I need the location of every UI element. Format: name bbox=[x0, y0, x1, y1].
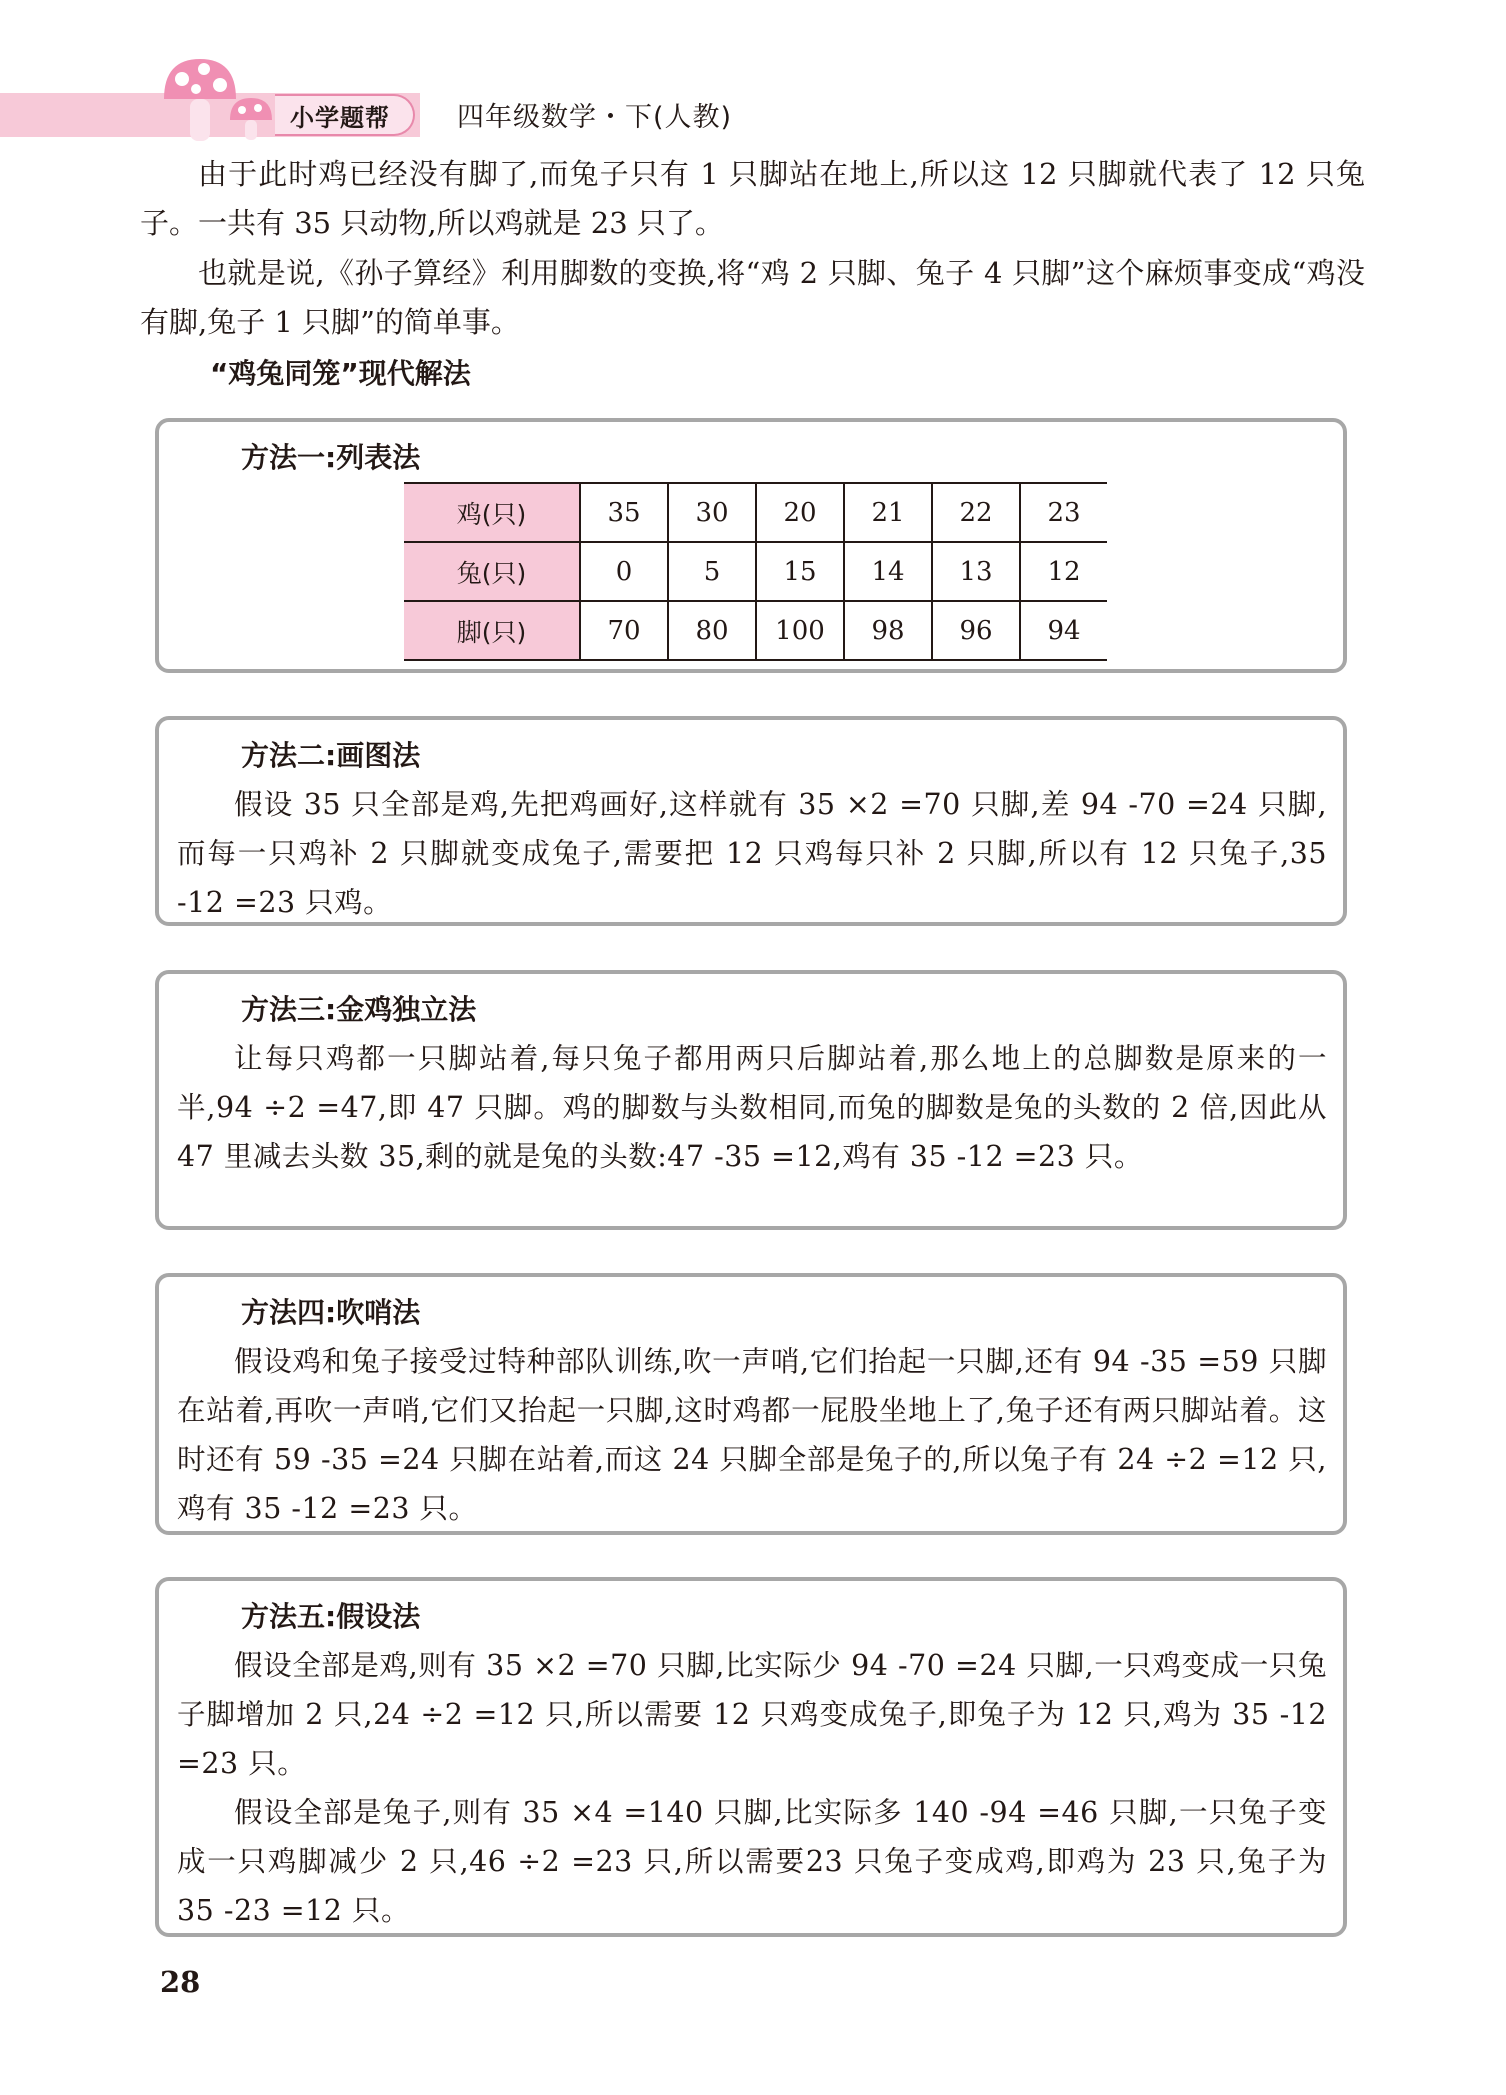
table-cell: 100 bbox=[756, 601, 844, 660]
method-4-text: 假设鸡和兔子接受过特种部队训练,吹一声哨,它们抬起一只脚,还有 94 -35 =59 只脚在站着,再吹一声哨,它们又抬起一只脚,这时鸡都一屁股坐地上了,兔子还有两只脚站着。这时还有 59 -35 =24 只脚在站着,而这 24 只脚全部是兔子的,所以兔子有 24 ÷2 =12 只,鸡有 35 -12 =23 只。 bbox=[177, 1345, 1327, 1525]
table-cell: 15 bbox=[756, 542, 844, 601]
method-3-title: 方法三:金鸡独立法 bbox=[241, 993, 477, 1026]
section-subheading: “鸡兔同笼”现代解法 bbox=[210, 357, 471, 390]
method-2-box bbox=[155, 716, 1347, 926]
table-cell: 21 bbox=[844, 483, 932, 542]
table-cell: 5 bbox=[668, 542, 756, 601]
book-title: 四年级数学・下(人教) bbox=[457, 102, 733, 133]
intro-paragraph-2: 也就是说,《孙子算经》利用脚数的变换,将“鸡 2 只脚、兔子 4 只脚”这个麻烦事变成“鸡没有脚,兔子 1 只脚”的简单事。 bbox=[140, 256, 1365, 339]
row-label: 兔(只) bbox=[404, 542, 580, 601]
table-row bbox=[404, 483, 1107, 542]
method-2-title: 方法二:画图法 bbox=[241, 739, 421, 772]
method-1-box bbox=[155, 418, 1347, 673]
table-cell: 20 bbox=[756, 483, 844, 542]
table-row bbox=[404, 542, 1107, 601]
method-5-text-1: 假设全部是鸡,则有 35 ×2 =70 只脚,比实际少 94 -70 =24 只脚,一只鸡变成一只兔子脚增加 2 只,24 ÷2 =12 只,所以需要 12 只鸡变成兔子,即兔子为 12 只,鸡为 35 -12 =23 只。 bbox=[177, 1649, 1327, 1780]
table-cell: 80 bbox=[668, 601, 756, 660]
method-5-title: 方法五:假设法 bbox=[241, 1600, 421, 1633]
method-5-body bbox=[177, 1641, 1327, 1935]
method-5-box bbox=[155, 1577, 1347, 1937]
method-1-title: 方法一:列表法 bbox=[241, 441, 421, 474]
table-cell: 14 bbox=[844, 542, 932, 601]
table-cell: 30 bbox=[668, 483, 756, 542]
table-cell: 23 bbox=[1020, 483, 1107, 542]
method-2-text: 假设 35 只全部是鸡,先把鸡画好,这样就有 35 ×2 =70 只脚,差 94 -70 =24 只脚,而每一只鸡补 2 只脚就变成兔子,需要把 12 只鸡每只补 2 只脚,所以有 12 只兔子,35 -12 =23 只鸡。 bbox=[177, 788, 1327, 919]
table-cell: 35 bbox=[580, 483, 668, 542]
table-cell: 12 bbox=[1020, 542, 1107, 601]
table-cell: 70 bbox=[580, 601, 668, 660]
method-4-title: 方法四:吹哨法 bbox=[241, 1296, 421, 1329]
method-3-text: 让每只鸡都一只脚站着,每只兔子都用两只后脚站着,那么地上的总脚数是原来的一半,94 ÷2 =47,即 47 只脚。鸡的脚数与头数相同,而兔的脚数是兔的头数的 2 倍,因此从 47 里减去头数 35,剩的就是兔的头数:47 -35 =12,鸡有 35 -12 =23 只。 bbox=[177, 1042, 1327, 1173]
table-cell: 22 bbox=[932, 483, 1020, 542]
table-cell: 0 bbox=[580, 542, 668, 601]
row-label: 鸡(只) bbox=[404, 483, 580, 542]
intro-paragraph-1: 由于此时鸡已经没有脚了,而兔子只有 1 只脚站在地上,所以这 12 只脚就代表了 12 只兔子。一共有 35 只动物,所以鸡就是 23 只了。 bbox=[140, 157, 1365, 240]
chicken-rabbit-table bbox=[404, 482, 1107, 661]
table-cell: 94 bbox=[1020, 601, 1107, 660]
small-mushroom-icon bbox=[228, 96, 274, 142]
method-3-box bbox=[155, 970, 1347, 1230]
method-4-box bbox=[155, 1273, 1347, 1535]
row-label: 脚(只) bbox=[404, 601, 580, 660]
series-label: 小学题帮 bbox=[290, 104, 390, 132]
table-row bbox=[404, 601, 1107, 660]
table-cell: 98 bbox=[844, 601, 932, 660]
page-number: 28 bbox=[160, 1965, 201, 1999]
table-cell: 13 bbox=[932, 542, 1020, 601]
method-5-text-2: 假设全部是兔子,则有 35 ×4 =140 只脚,比实际多 140 -94 =46 只脚,一只兔子变成一只鸡脚减少 2 只,46 ÷2 =23 只,所以需要23 只兔子变成鸡,即鸡为 23 只,兔子为 35 -23 =12 只。 bbox=[177, 1796, 1327, 1927]
table-cell: 96 bbox=[932, 601, 1020, 660]
